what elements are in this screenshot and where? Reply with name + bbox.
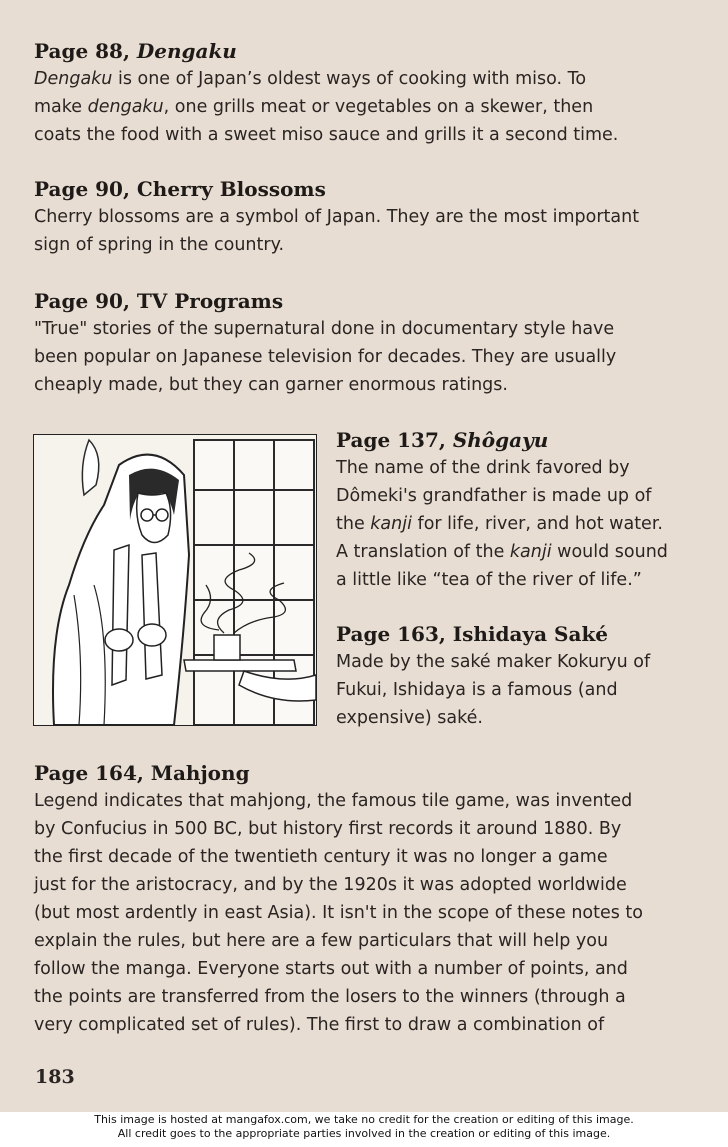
body-line: follow the manga. Everyone starts out with a number of points, and <box>34 959 628 979</box>
body-line: Cherry blossoms are a symbol of Japan. They are the most important <box>34 207 640 227</box>
manga-illustration <box>33 434 317 726</box>
body-line <box>336 510 668 538</box>
note-heading-ishidaya-sake: Page 163, Ishidaya Saké <box>336 622 609 646</box>
text-run: is one of Japan’s oldest ways of cooking with miso. To <box>112 69 587 89</box>
body-line: explain the rules, but here are a few particulars that will help you <box>34 931 609 951</box>
heading-title: Shôgayu <box>452 428 549 452</box>
text-run: The name of the drink favored by <box>336 458 630 478</box>
note-body-dengaku <box>34 65 618 149</box>
body-line: cheaply made, but they can garner enormous ratings. <box>34 375 508 395</box>
body-line: Legend indicates that mahjong, the famous tile game, was invented <box>34 791 633 811</box>
heading-title: Dengaku <box>136 39 237 63</box>
text-run: , one grills meat or vegetables on a skewer, then <box>163 97 594 117</box>
text-run: A translation of the <box>336 542 510 562</box>
italic-term: Dengaku <box>34 69 113 89</box>
italic-term: kanji <box>370 514 412 534</box>
credit-line: This image is hosted at mangafox.com, we take no credit for the creation or editing of this image. <box>94 1113 634 1126</box>
text-run: a little like “tea of the river of life.” <box>336 570 642 590</box>
hosting-credits <box>0 1113 728 1141</box>
body-line: the points are transferred from the losers to the winners (through a <box>34 987 626 1007</box>
body-line <box>336 566 668 594</box>
note-body-ishidaya-sake <box>336 648 650 732</box>
manga-panel-art <box>34 435 316 725</box>
note-heading-cherry-blossoms: Page 90, Cherry Blossoms <box>34 177 326 201</box>
note-body-shogayu <box>336 454 668 594</box>
text-run: make <box>34 97 88 117</box>
body-line: expensive) saké. <box>336 708 483 728</box>
text-run: for life, river, and hot water. <box>411 514 663 534</box>
body-line: just for the aristocracy, and by the 1920s it was adopted worldwide <box>34 875 627 895</box>
text-run: the <box>336 514 371 534</box>
body-line <box>336 482 668 510</box>
note-body-cherry-blossoms <box>34 203 639 259</box>
note-heading-dengaku <box>34 37 237 65</box>
credit-line: All credit goes to the appropriate parties involved in the creation or editing of this image. <box>117 1127 611 1140</box>
note-body-tv-programs <box>34 315 616 399</box>
body-line <box>34 65 618 93</box>
body-line: the first decade of the twentieth century it was no longer a game <box>34 847 608 867</box>
text-run: Dômeki's grandfather is made up of <box>336 486 652 506</box>
note-heading-tv-programs: Page 90, TV Programs <box>34 289 284 313</box>
note-heading-mahjong: Page 164, Mahjong <box>34 761 250 785</box>
note-body-mahjong <box>34 787 643 1039</box>
body-line <box>34 93 618 121</box>
body-line: very complicated set of rules). The first to draw a combination of <box>34 1015 605 1035</box>
italic-term: kanji <box>509 542 552 562</box>
heading-prefix: Page 88, <box>34 39 137 63</box>
body-line: "True" stories of the supernatural done in documentary style have <box>34 319 615 339</box>
page-number: 183 <box>35 1066 75 1088</box>
body-line: been popular on Japanese television for decades. They are usually <box>34 347 617 367</box>
text-run: would sound <box>551 542 668 562</box>
body-line: Made by the saké maker Kokuryu of <box>336 652 651 672</box>
body-line: sign of spring in the country. <box>34 235 285 255</box>
body-line <box>336 454 668 482</box>
text-run: coats the food with a sweet miso sauce and grills it a second time. <box>34 125 619 145</box>
body-line: by Confucius in 500 BC, but history first records it around 1880. By <box>34 819 622 839</box>
heading-prefix: Page 137, <box>336 428 453 452</box>
italic-term: dengaku <box>87 97 164 117</box>
body-line: (but most ardently in east Asia). It isn't in the scope of these notes to <box>34 903 643 923</box>
body-line: Fukui, Ishidaya is a famous (and <box>336 680 618 700</box>
body-line <box>34 121 618 149</box>
note-heading-shogayu <box>336 426 548 454</box>
body-line <box>336 538 668 566</box>
